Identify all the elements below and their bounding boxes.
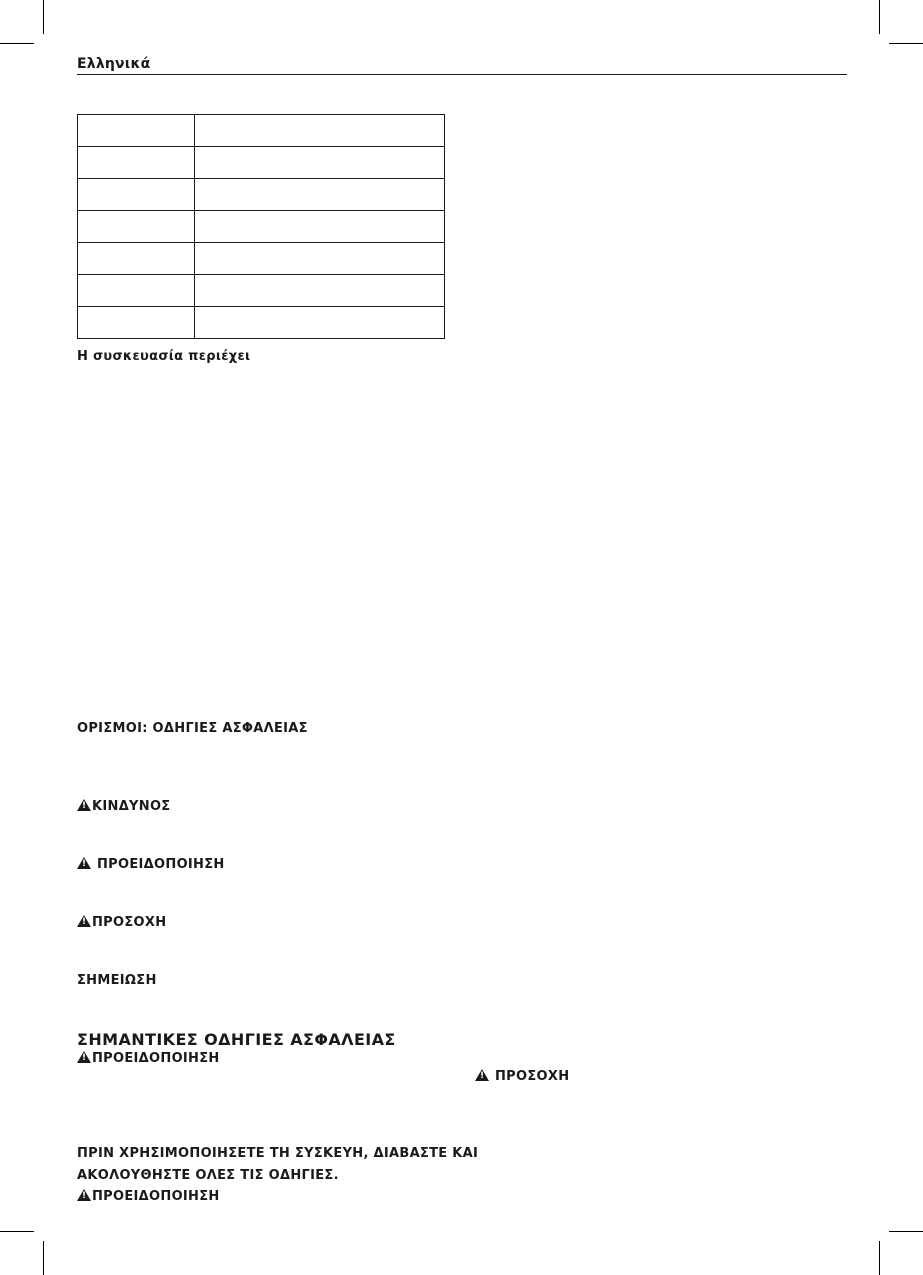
table-row xyxy=(78,307,445,339)
table-cell-value xyxy=(195,211,445,243)
warning-label-2: !ΠΡΟΕΙΔΟΠΟΙΗΣΗ xyxy=(77,1051,220,1066)
table-row xyxy=(78,115,445,147)
table-row xyxy=(78,179,445,211)
table-cell-value xyxy=(195,147,445,179)
crop-mark xyxy=(43,1241,44,1275)
warning-triangle-icon xyxy=(77,1189,91,1201)
table-cell-label xyxy=(78,211,195,243)
warning-label: !ΠΡΟΕΙΔΟΠΟΙΗΣΗ xyxy=(77,857,225,872)
table-cell-label xyxy=(78,275,195,307)
notice-label: ΣΗΜΕΙΩΣΗ xyxy=(77,973,157,988)
package-contents-heading: Η συσκευασία περιέχει xyxy=(77,349,251,364)
table-row xyxy=(78,211,445,243)
table-cell-value xyxy=(195,275,445,307)
caution-label-2: !ΠΡΟΣΟΧΗ xyxy=(475,1069,569,1084)
danger-label: !ΚΙΝΔΥΝΟΣ xyxy=(77,799,170,814)
warning-triangle-icon xyxy=(77,857,91,869)
definitions-heading: ΟΡΙΣΜΟΙ: ΟΔΗΓΙΕΣ ΑΣΦΑΛΕΙΑΣ xyxy=(77,721,308,736)
warning-triangle-icon xyxy=(77,915,91,927)
crop-mark xyxy=(889,43,923,44)
table-row xyxy=(78,243,445,275)
table-cell-value xyxy=(195,307,445,339)
table-cell-value xyxy=(195,179,445,211)
warning-triangle-icon xyxy=(475,1069,489,1081)
table-cell-label xyxy=(78,243,195,275)
table-row xyxy=(78,275,445,307)
warning-triangle-icon xyxy=(77,799,91,811)
header-divider xyxy=(77,74,847,75)
table-row xyxy=(78,147,445,179)
crop-mark xyxy=(43,0,44,34)
table-cell-label xyxy=(78,115,195,147)
warning-triangle-icon xyxy=(77,1051,91,1063)
table-cell-label xyxy=(78,179,195,211)
important-safety-heading: ΣΗΜΑΝΤΙΚΕΣ ΟΔΗΓΙΕΣ ΑΣΦΑΛΕΙΑΣ xyxy=(77,1030,396,1049)
caution-label: !ΠΡΟΣΟΧΗ xyxy=(77,915,166,930)
table-cell-value xyxy=(195,115,445,147)
table-cell-value xyxy=(195,243,445,275)
table-cell-label xyxy=(78,307,195,339)
crop-mark xyxy=(0,43,34,44)
specifications-table xyxy=(77,114,445,339)
table-cell-label xyxy=(78,147,195,179)
warning-label-3: !ΠΡΟΕΙΔΟΠΟΙΗΣΗ xyxy=(77,1189,220,1204)
crop-mark xyxy=(0,1231,34,1232)
crop-mark xyxy=(879,1241,880,1275)
language-header: Ελληνικά xyxy=(77,56,151,72)
crop-mark xyxy=(879,0,880,34)
read-instructions-notice: ΠΡΙΝ ΧΡΗΣΙΜΟΠΟΙΗΣΕΤΕ ΤΗ ΣΥΣΚΕΥΗ, ΔΙΑΒΑΣΤΕ ΚΑΙ ΑΚΟΛΟΥΘΗΣΤΕ ΟΛΕΣ ΤΙΣ ΟΔΗΓΙΕΣ. xyxy=(77,1146,479,1183)
crop-mark xyxy=(889,1231,923,1232)
